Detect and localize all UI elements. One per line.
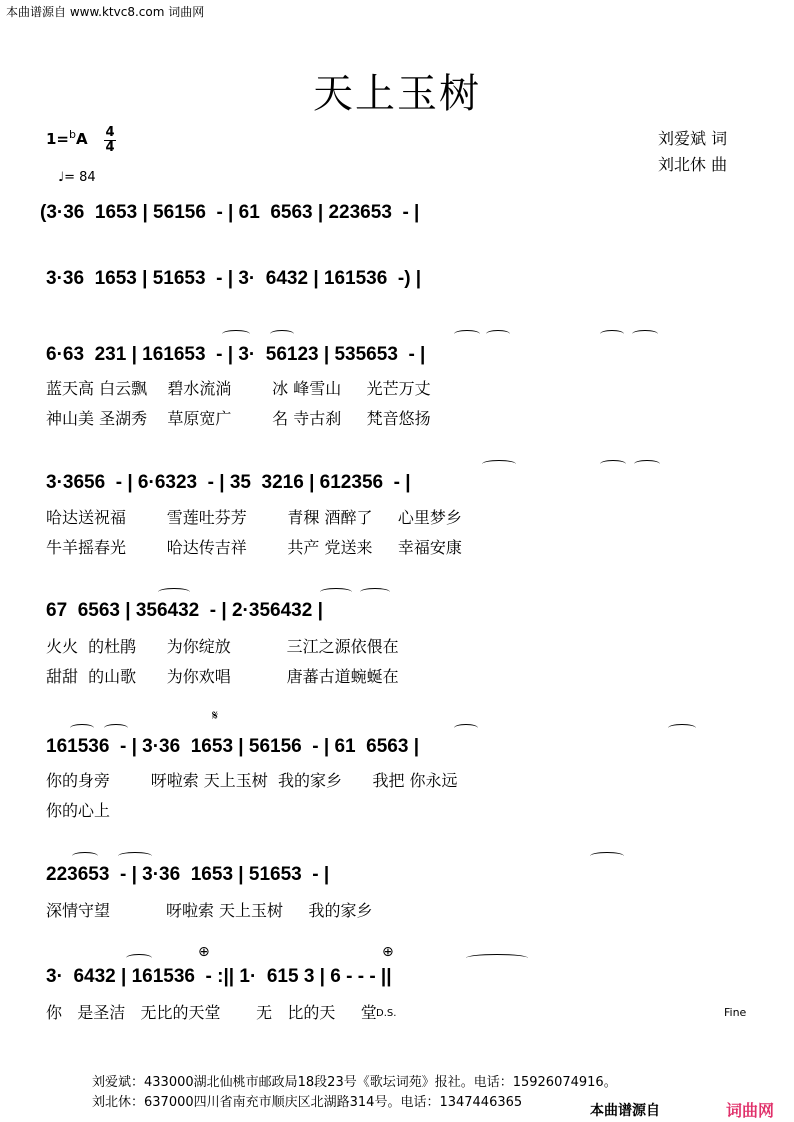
coda-icon-2: ⊕	[382, 944, 394, 960]
fine-marking: Fine	[724, 1006, 747, 1019]
key-prefix: 1=	[46, 130, 70, 148]
slur	[668, 724, 696, 732]
notation-row-2: 3·36 1653 | 51653 - | 3· 6432 | 161536 -) |	[46, 268, 422, 289]
lyric-row-4-verse-1: 哈达送祝福 雪莲吐芬芳 青稞 酒醉了 心里梦乡	[46, 508, 462, 527]
slur	[118, 852, 152, 860]
lyric-row-5-verse-2: 甜甜 的山歌 为你欢唱 唐蕃古道蜿蜒在	[46, 667, 399, 686]
slur	[158, 588, 190, 596]
slur	[454, 724, 478, 732]
notation-row-1: (3·36 1653 | 56156 - | 61 6563 | 223653 - |	[40, 202, 420, 223]
song-title: 天上玉树	[313, 71, 481, 117]
segno-icon: 𝄋	[212, 708, 219, 724]
key-note: A	[76, 130, 88, 148]
lyric-row-7-verse-1: 深情守望 呀啦索 天上玉树 我的家乡	[46, 901, 373, 920]
tempo-value: = 84	[64, 170, 96, 185]
notation-row-5: 67 6563 | 356432 - | 2·356432 |	[46, 600, 323, 621]
lyric-row-5-verse-1: 火火 的杜鹃 为你绽放 三江之源依偎在	[46, 637, 399, 656]
slur	[590, 852, 624, 860]
slur	[72, 852, 98, 860]
time-signature	[104, 126, 116, 155]
slur	[222, 330, 250, 338]
slur	[632, 330, 658, 338]
slur	[320, 588, 352, 596]
watermark-logo: 词曲网	[726, 1101, 775, 1120]
composer: 刘北休 曲	[658, 155, 728, 174]
slur	[270, 330, 294, 338]
lyric-row-8-verse-1: 你 是圣洁 无比的天堂 无 比的天 堂	[46, 1003, 377, 1022]
slur	[486, 330, 510, 338]
meter-top: 4	[105, 125, 115, 140]
slur	[482, 460, 516, 468]
ds-marking: D.S.	[376, 1008, 397, 1019]
notation-row-4: 3·3656 - | 6·6323 - | 35 3216 | 612356 - |	[46, 472, 411, 493]
lyric-row-4-verse-2: 牛羊摇春光 哈达传吉祥 共产 党送来 幸福安康	[46, 538, 462, 557]
quarter-note-icon: ♩	[58, 170, 65, 185]
source-header: 本曲谱源自 www.ktvc8.com 词曲网	[6, 5, 205, 19]
slur	[600, 460, 626, 468]
lyric-row-6-verse-2: 你的心上	[46, 801, 111, 820]
notation-row-7: 223653 - | 3·36 1653 | 51653 - |	[46, 864, 330, 885]
watermark-source: 本曲谱源自	[590, 1103, 660, 1119]
slur	[360, 588, 390, 596]
coda-icon-1: ⊕	[198, 944, 210, 960]
slur	[104, 724, 128, 732]
lyricist: 刘爱斌 词	[658, 129, 728, 148]
notation-row-8: 3· 6432 | 161536 - :|| 1· 615 3 | 6 - - - ||	[46, 966, 392, 987]
flat-symbol: b	[69, 128, 76, 141]
slur	[70, 724, 94, 732]
slur	[454, 330, 480, 338]
lyric-row-3-verse-1: 蓝天高 白云飘 碧水流淌 冰 峰雪山 光芒万丈	[46, 379, 431, 398]
slur	[466, 954, 528, 962]
credits	[658, 126, 727, 178]
lyric-row-3-verse-2: 神山美 圣湖秀 草原宽广 名 寺古刹 梵音悠扬	[46, 409, 431, 428]
notation-row-6: 161536 - | 3·36 1653 | 56156 - | 61 6563 |	[46, 736, 420, 757]
lyric-row-6-verse-1: 你的身旁 呀啦索 天上玉树 我的家乡 我把 你永远	[46, 771, 458, 790]
slur	[600, 330, 624, 338]
lyricist-contact: 刘爱斌：433000湖北仙桃市邮政局18段23号《歌坛词苑》报社。电话：15926074916。	[92, 1075, 617, 1090]
slur	[126, 954, 152, 962]
composer-contact: 刘北休：637000四川省南充市顺庆区北湖路314号。电话：1347446365	[92, 1095, 523, 1110]
key-signature	[46, 128, 88, 148]
meter-bottom: 4	[105, 140, 115, 155]
tempo-marking	[58, 170, 96, 185]
contact-footer	[92, 1073, 617, 1113]
notation-row-3: 6·63 231 | 161653 - | 3· 56123 | 535653 - |	[46, 344, 426, 365]
slur	[634, 460, 660, 468]
